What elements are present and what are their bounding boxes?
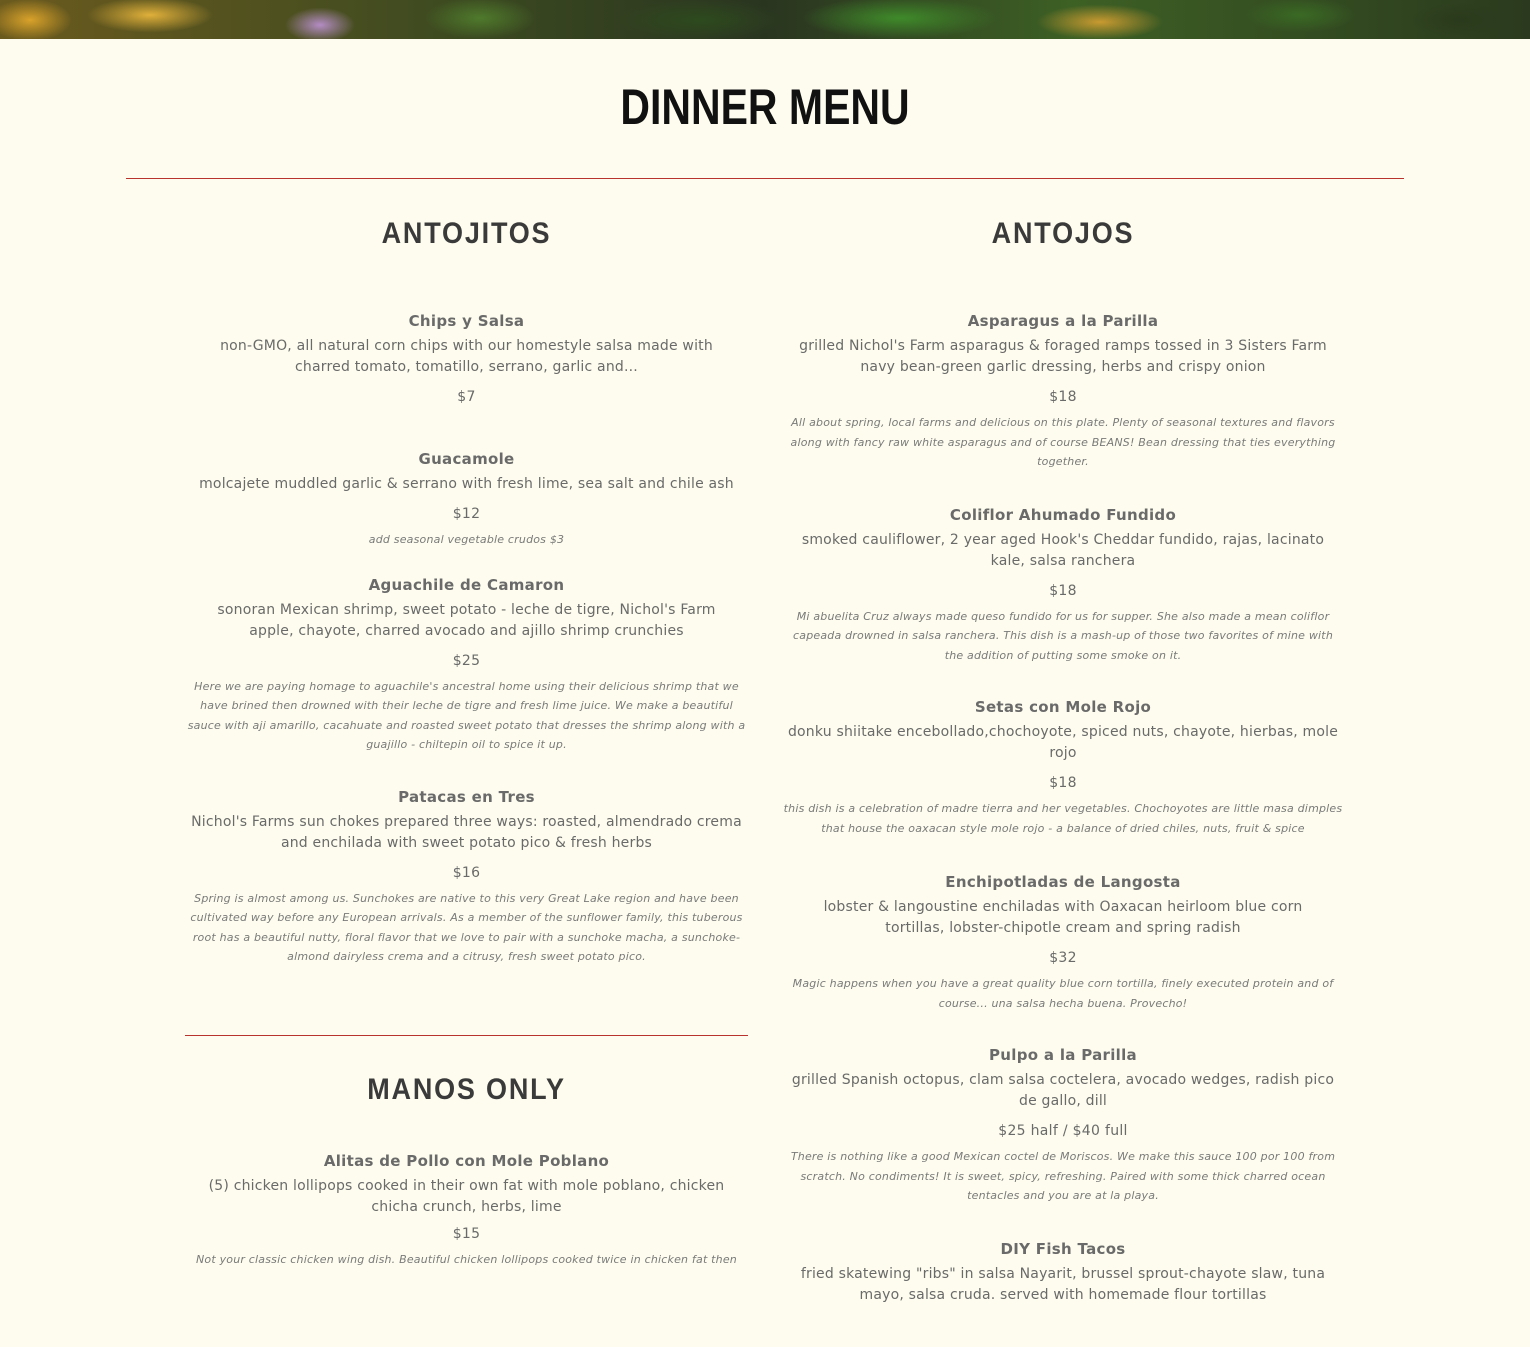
item-name: Chips y Salsa <box>408 312 525 330</box>
item-description: smoked cauliflower, 2 year aged Hook's Cheddar fundido, rajas, lacinato kale, salsa ranchera <box>801 531 1325 569</box>
section-divider <box>185 1035 748 1036</box>
hero-image <box>0 0 1530 39</box>
antojos-section <box>782 210 1344 1347</box>
section-title: ANTOJITOS <box>381 217 552 250</box>
menu-item <box>782 310 1344 472</box>
item-note: add seasonal vegetable crudos $3 <box>368 533 565 546</box>
item-price: $25 half / $40 full <box>998 1123 1128 1139</box>
menu-item <box>782 504 1344 666</box>
item-description: fried skatewing "ribs" in salsa Nayarit, brussel sprout-chayote slaw, tuna mayo, salsa cruda. served with homemade flour tortillas <box>800 1265 1326 1303</box>
item-price: $7 <box>457 389 476 405</box>
item-note: Spring is almost among us. Sunchokes are native to this very Great Lake region and have been cultivated way before any European arrivals. As a member of the sunflower family, this tuberous root has a beautiful nutty, floral flavor that we love to pair with a sunchoke macha, a sunchoke-almond dairyless crema and a citrusy, fresh sweet potato pico. <box>190 891 743 963</box>
item-price: $18 <box>1049 389 1077 405</box>
item-name: Patacas en Tres <box>398 787 535 806</box>
item-name: Guacamole <box>418 450 515 468</box>
item-name: Coliflor Ahumado Fundido <box>949 505 1177 524</box>
item-description: grilled Spanish octopus, clam salsa coctelera, avocado wedges, radish pico de gallo, dill <box>791 1072 1335 1109</box>
menu-item <box>782 871 1344 1013</box>
menu-item <box>782 1044 1344 1206</box>
section-title: MANOS ONLY <box>367 1073 566 1106</box>
item-note: Here we are paying homage to aguachile's ancestral home using their delicious shrimp that we have brined then drowned with their leche de tigre and fresh lime juice. We make a beautiful sauce with aji amarillo, cacahuate and roasted sweet potato that dresses the shrimp along with a guajillo - chiltepin oil to spice it up. <box>187 679 746 751</box>
item-description: non-GMO, all natural corn chips with our homestyle salsa made with charred tomato, tomatillo, serrano, garlic and... <box>220 338 713 375</box>
item-price: $18 <box>1049 775 1077 791</box>
manos-only-section <box>185 1066 748 1311</box>
item-name: DIY Fish Tacos <box>1000 1239 1126 1258</box>
antojitos-section <box>185 210 748 1008</box>
item-description: Nichol's Farms sun chokes prepared three ways: roasted, almendrado crema and enchilada with sweet potato pico & fresh herbs <box>191 813 742 851</box>
item-description: sonoran Mexican shrimp, sweet potato - leche de tigre, Nichol's Farm apple, chayote, charred avocado and ajillo shrimp crunchies <box>217 601 716 639</box>
item-note: Magic happens when you have a great quality blue corn tortilla, finely executed protein and of course... una salsa hecha buena. Provecho! <box>792 977 1334 1010</box>
item-name: Pulpo a la Parilla <box>989 1046 1137 1064</box>
menu-item <box>185 448 748 550</box>
item-description: donku shiitake encebollado,chochoyote, spiced nuts, chayote, hierbas, mole rojo <box>787 724 1339 761</box>
menu-item <box>782 1238 1344 1306</box>
page-title: DINNER MENU <box>620 79 910 135</box>
item-note: Not your classic chicken wing dish. Beautiful chicken lollipops cooked twice in chicken fat then <box>196 1253 737 1266</box>
item-price: $12 <box>452 506 481 522</box>
item-note: There is nothing like a good Mexican coctel de Moriscos. We make this sauce 100 por 100 from scratch. No condiments! It is sweet, spicy, refreshing. Paired with some thick charred ocean tentacles and you are at la playa. <box>790 1150 1336 1202</box>
menu-item <box>185 1150 748 1270</box>
item-price: $18 <box>1049 582 1077 599</box>
item-description: lobster & langoustine enchiladas with Oaxacan heirloom blue corn tortillas, lobster-chipotle cream and spring radish <box>823 899 1303 936</box>
item-description: molcajete muddled garlic & serrano with fresh lime, sea salt and chile ash <box>199 476 734 492</box>
item-name: Aguachile de Camaron <box>368 575 565 594</box>
item-price: $15 <box>452 1226 481 1242</box>
item-note: Mi abuelita Cruz always made queso fundido for us for supper. She also made a mean coliflor capeada drowned in salsa ranchera. This dish is a mash-up of those two favorites of mine with the addition of putting some smoke on it. <box>793 609 1333 662</box>
item-name: Setas con Mole Rojo <box>974 698 1152 716</box>
item-name: Asparagus a la Parilla <box>967 312 1159 330</box>
item-price: $16 <box>452 864 481 881</box>
item-name: Enchipotladas de Langosta <box>945 873 1181 891</box>
item-description: grilled Nichol's Farm asparagus & foraged ramps tossed in 3 Sisters Farm navy bean-green garlic dressing, herbs and crispy onion <box>799 338 1327 375</box>
item-note: this dish is a celebration of madre tierra and her vegetables. Chochoyotes are little masa dimples that house the oaxacan style mole rojo - a balance of dried chiles, nuts, fruit & spice <box>783 802 1343 835</box>
section-title: ANTOJOS <box>991 217 1135 250</box>
title-divider <box>126 178 1404 179</box>
menu-item <box>185 786 748 967</box>
item-name: Alitas de Pollo con Mole Poblano <box>323 1152 610 1170</box>
item-price: $25 <box>452 652 481 669</box>
item-note: All about spring, local farms and delicious on this plate. Plenty of seasonal textures and flavors along with fancy raw white asparagus and of course BEANS! Bean dressing that ties everything together. <box>790 416 1336 468</box>
menu-item <box>185 310 748 407</box>
menu-item <box>185 574 748 755</box>
item-description: (5) chicken lollipops cooked in their own fat with mole poblano, chicken chicha crunch, herbs, lime <box>208 1178 725 1215</box>
menu-item <box>782 696 1344 838</box>
item-price: $32 <box>1049 950 1077 966</box>
